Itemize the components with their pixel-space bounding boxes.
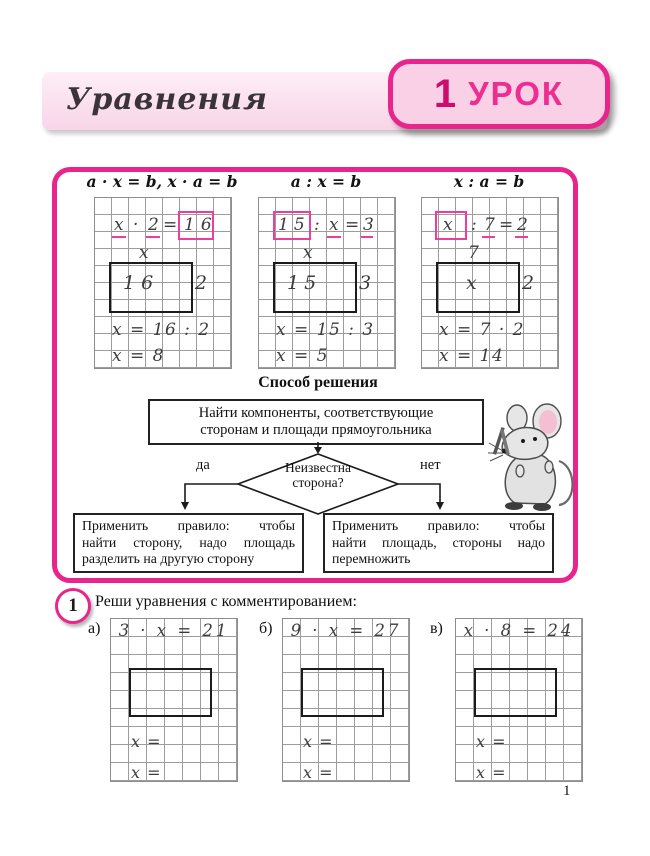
eq-term: x [329, 215, 339, 235]
mouse-tail [559, 461, 573, 505]
eq-result: 3 [363, 215, 374, 235]
pink-underline [146, 236, 160, 238]
rect-side-label: 2 [195, 272, 208, 294]
decision-question [256, 460, 380, 490]
demo-grid-3 [421, 197, 559, 369]
rect-top-label: 7 [468, 243, 479, 263]
eq-term: x [114, 215, 124, 235]
mouse-paw [516, 465, 524, 477]
eq-term: 15 [278, 215, 310, 235]
rule-box-area [323, 513, 554, 573]
empty-rectangle [301, 668, 384, 717]
mouse-paw [545, 461, 553, 473]
task-equation: 3 · x = 21 [118, 621, 230, 640]
rule-line: найти сторону, надо площадь [82, 534, 295, 550]
task-item-label-v: в) [430, 620, 443, 637]
decision-line: Неизвестна [284, 460, 352, 475]
branch-no-label: нет [420, 457, 441, 473]
formula-header-1: a · x = b, x · a = b [86, 172, 238, 191]
solution-answer: x = 5 [276, 346, 329, 366]
demo-grid-2 [258, 197, 396, 369]
decision-line: сторона? [292, 475, 344, 490]
demo-grid-1 [94, 197, 232, 369]
eq-operator: · [133, 215, 139, 235]
branch-yes-label: да [196, 457, 210, 473]
eq-result: 2 [517, 215, 528, 235]
rule-line: перемножить [332, 551, 411, 566]
mouse-illustration [487, 401, 579, 513]
method-title: Способ решения [258, 374, 378, 391]
page-number: 1 [563, 783, 571, 799]
task-grid-v [455, 618, 583, 782]
rect-top-label: x [303, 243, 313, 263]
eq-operator: : [471, 215, 477, 235]
solution-step: x = 7 · 2 [439, 320, 525, 340]
rule-line: Применить правило: чтобы [82, 518, 295, 533]
lesson-badge [388, 59, 610, 129]
eq-operator: : [314, 215, 320, 235]
task-number: 1 [68, 595, 78, 616]
start-box-line: сторонам и площади прямоугольника [200, 422, 432, 438]
task-prompt: Реши уравнения с комментированием: [95, 593, 357, 610]
eq-equals: = [499, 215, 514, 235]
solution-step: x = 15 : 3 [276, 320, 375, 340]
pink-underline [361, 236, 373, 238]
pink-underline [112, 236, 126, 238]
rect-area-label: 16 [123, 272, 160, 294]
empty-rectangle [474, 668, 557, 717]
rule-box-side [73, 513, 304, 573]
pink-underline [327, 236, 341, 238]
formula-header-3: x : a = b [453, 172, 525, 191]
task-grid-b [282, 618, 410, 782]
task-number-badge [55, 588, 91, 624]
page-title: Уравнения [66, 82, 268, 117]
solution-step: x = 16 : 2 [112, 320, 211, 340]
rule-line: Применить правило: чтобы [332, 518, 545, 533]
answer-line: x = [476, 763, 507, 782]
solution-answer: x = 8 [112, 346, 165, 366]
rect-side-label: 2 [522, 272, 535, 294]
task-equation: 9 · x = 27 [290, 621, 402, 640]
empty-rectangle [129, 668, 212, 717]
task-item-label-b: б) [259, 620, 273, 637]
answer-line: x = [476, 732, 507, 751]
rule-line: разделить на другую сторону [82, 551, 255, 566]
answer-line: x = [131, 763, 162, 782]
answer-line: x = [131, 732, 162, 751]
solution-answer: x = 14 [439, 346, 505, 366]
lesson-number: 1 [433, 71, 457, 116]
eq-result: 16 [184, 215, 218, 235]
mouse-ear-inner [539, 410, 557, 434]
rectangle-model [436, 262, 520, 313]
task-item-label-a: а) [88, 620, 101, 637]
rect-area-label: 15 [287, 272, 322, 294]
rule-line: найти площадь, стороны надо [332, 534, 545, 550]
formula-header-2: a : x = b [290, 172, 362, 191]
eq-term: 2 [148, 215, 159, 235]
pink-underline [515, 236, 528, 238]
answer-line: x = [303, 763, 334, 782]
start-box-line: Найти компоненты, соответствующие [198, 405, 434, 421]
eq-equals: = [345, 215, 360, 235]
flowchart-start-box [148, 399, 484, 445]
pink-underline [482, 236, 495, 238]
task-grid-a [110, 618, 238, 782]
eq-term: x [443, 215, 453, 235]
eq-equals: = [163, 215, 178, 235]
eq-term: 7 [484, 215, 495, 235]
rect-top-label: x [139, 243, 149, 263]
task-equation: x · 8 = 24 [463, 621, 575, 640]
answer-line: x = [303, 732, 334, 751]
rect-side-label: 3 [359, 272, 372, 294]
lesson-word: УРОК [468, 75, 565, 112]
rect-area-label: x [466, 272, 477, 294]
mouse-head [502, 428, 548, 460]
mouse-foot [505, 502, 523, 510]
mouse-foot [533, 503, 551, 511]
